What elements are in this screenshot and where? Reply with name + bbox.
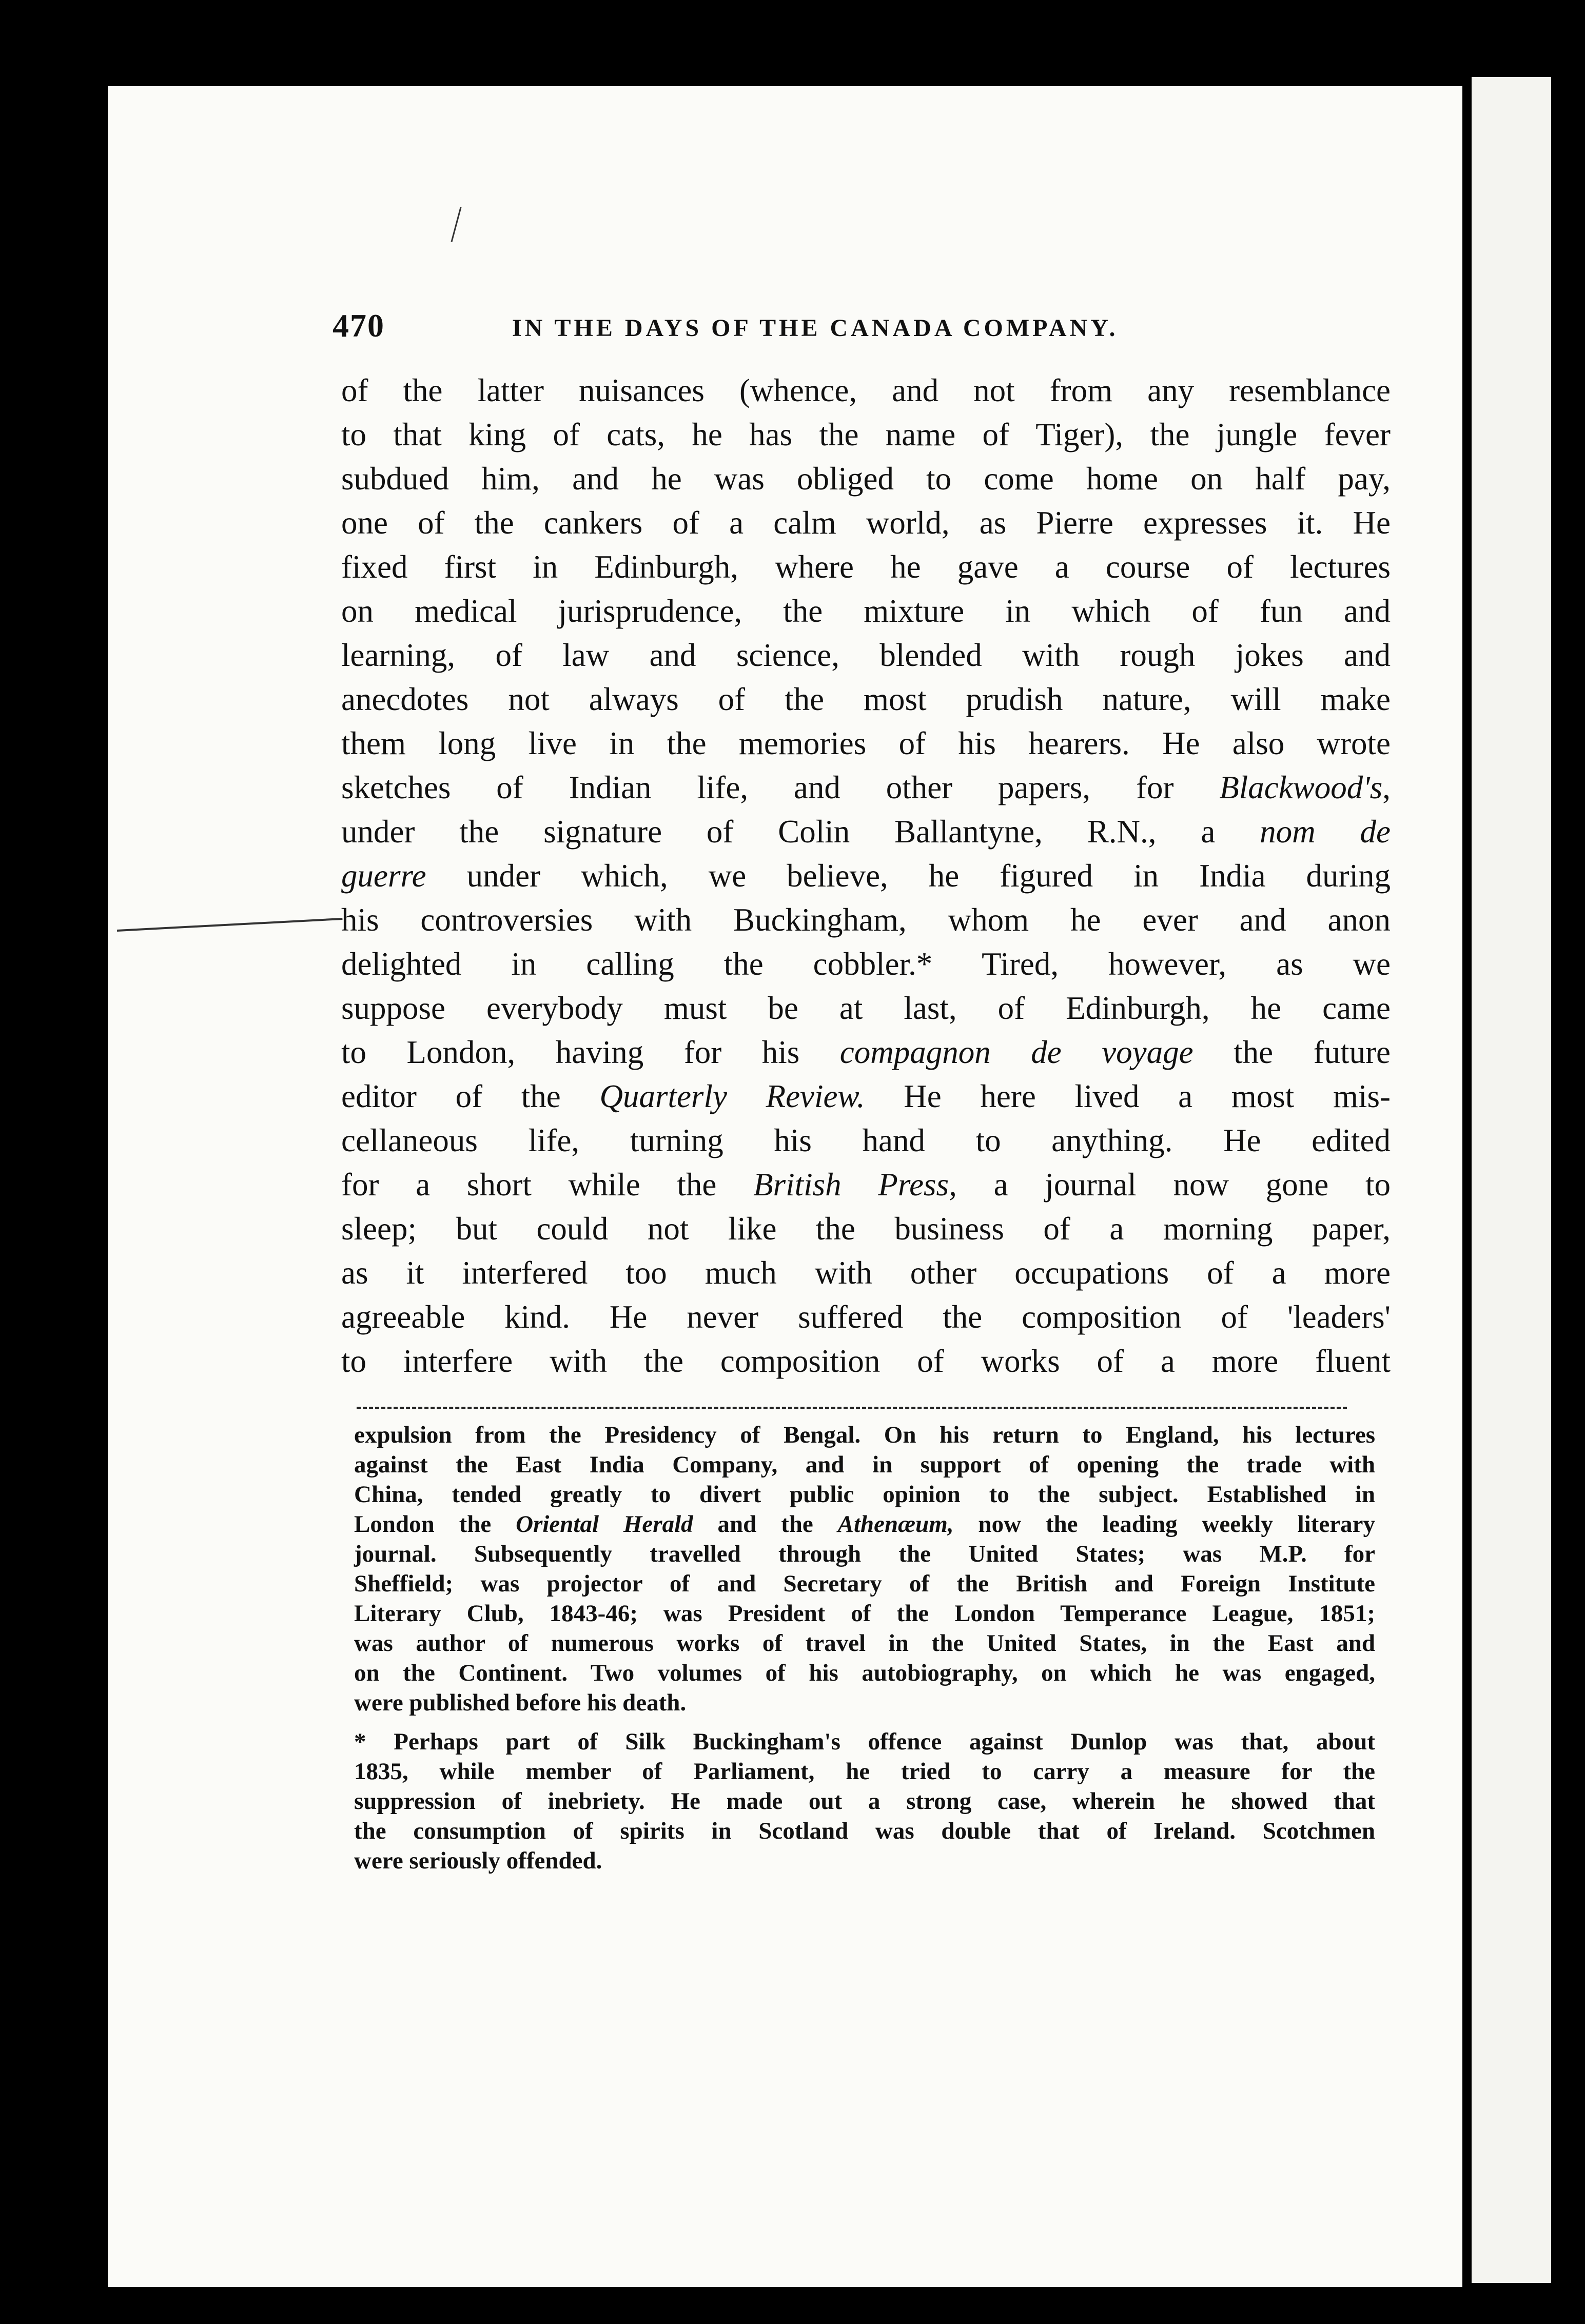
- italic-text: compagnon de voyage: [839, 1034, 1193, 1070]
- italic-text: guerre: [341, 858, 426, 894]
- footnote-line: [354, 1757, 1375, 1786]
- text-run: to London, having for his: [341, 1034, 840, 1070]
- text-line: [341, 457, 1391, 501]
- text-line: [341, 810, 1391, 854]
- text-run: under the signature of Colin Ballantyne, R.N., a: [341, 814, 1260, 850]
- text-run: were seriously offended.: [354, 1847, 602, 1874]
- text-line: [341, 1118, 1391, 1163]
- italic-text: British Press,: [753, 1167, 957, 1203]
- footnote-spacer: [354, 1718, 1375, 1727]
- text-line: [341, 854, 1391, 898]
- text-run: * Perhaps part of Silk Buckingham's offence against Dunlop was that, about: [354, 1728, 1375, 1755]
- italic-text: Blackwood's: [1219, 770, 1383, 805]
- text-run: as it interfered too much with other occupations of a more: [341, 1255, 1391, 1291]
- text-run: of the latter nuisances (whence, and not from any resemblance: [341, 372, 1391, 408]
- running-head: IN THE DAYS OF THE CANADA COMPANY.: [512, 314, 1119, 342]
- text-run: Literary Club, 1843-46; was President of the London Temperance League, 1851;: [354, 1600, 1375, 1627]
- footnote-line: [354, 1450, 1375, 1480]
- footnote-continued: [354, 1420, 1375, 1718]
- footnote-line: [354, 1658, 1375, 1688]
- text-run: suppression of inebriety. He made out a strong case, wherein he showed that: [354, 1788, 1375, 1815]
- text-line: [341, 986, 1391, 1030]
- text-line: [341, 1339, 1391, 1383]
- text-line: [341, 1074, 1391, 1118]
- text-line: [341, 1163, 1391, 1207]
- footnote-line: [354, 1816, 1375, 1846]
- text-line: [341, 1207, 1391, 1251]
- text-run: anecdotes not always of the most prudish nature, will make: [341, 681, 1391, 717]
- text-run: London the: [354, 1511, 516, 1538]
- text-run: sketches of Indian life, and other papers, for: [341, 770, 1220, 805]
- footnote-line: [354, 1628, 1375, 1658]
- text-run: fixed first in Edinburgh, where he gave a course of lectures: [341, 549, 1391, 585]
- text-run: subdued him, and he was obliged to come home on half pay,: [341, 461, 1391, 497]
- text-run: agreeable kind. He never suffered the composition of 'leaders': [341, 1299, 1391, 1335]
- text-run: for a short while the: [341, 1167, 754, 1203]
- text-line: [341, 765, 1391, 810]
- footnote-line: [354, 1727, 1375, 1757]
- footnote-line: [354, 1786, 1375, 1816]
- text-run: one of the cankers of a calm world, as Pierre expresses it. He: [341, 505, 1391, 541]
- footnote-line: [354, 1539, 1375, 1569]
- text-run: delighted in calling the cobbler.* Tired, however, as we: [341, 946, 1391, 982]
- text-line: [341, 545, 1391, 589]
- italic-text: Athenæum,: [837, 1511, 954, 1538]
- text-run: ,: [1382, 770, 1391, 805]
- text-line: [341, 1251, 1391, 1295]
- text-run: journal. Subsequently travelled through the United States; was M.P. for: [354, 1541, 1375, 1567]
- text-run: and the: [693, 1511, 838, 1538]
- text-line: [341, 1295, 1391, 1339]
- text-run: expulsion from the Presidency of Bengal. On his return to England, his lectures: [354, 1422, 1375, 1448]
- text-run: 1835, while member of Parliament, he tried to carry a measure for the: [354, 1758, 1375, 1785]
- text-run: sleep; but could not like the business of a morning paper,: [341, 1211, 1391, 1247]
- text-line: [341, 721, 1391, 765]
- text-run: against the East India Company, and in support of opening the trade with: [354, 1451, 1375, 1478]
- text-line: [341, 633, 1391, 677]
- text-run: China, tended greatly to divert public opinion to the subject. Established in: [354, 1481, 1375, 1508]
- text-run: was author of numerous works of travel in the United States, in the East and: [354, 1630, 1375, 1657]
- italic-text: Quarterly Review.: [599, 1078, 865, 1114]
- text-line: [341, 589, 1391, 633]
- text-line: [341, 368, 1391, 412]
- page-header: [332, 307, 1395, 363]
- footnote-rule: [357, 1407, 1347, 1409]
- footnote-line: [354, 1420, 1375, 1450]
- text-run: were published before his death.: [354, 1689, 687, 1716]
- text-line: [341, 501, 1391, 545]
- text-run: editor of the: [341, 1078, 600, 1114]
- footnote-line: [354, 1846, 1375, 1876]
- text-run: He here lived a most mis-: [865, 1078, 1391, 1114]
- text-line: [341, 677, 1391, 721]
- text-run: now the leading weekly literary: [953, 1511, 1376, 1538]
- footnote-line: [354, 1509, 1375, 1539]
- footnote-line: [354, 1599, 1375, 1628]
- italic-text: nom de: [1260, 814, 1391, 850]
- text-line: [341, 942, 1391, 986]
- text-run: cellaneous life, turning his hand to anything. He edited: [341, 1122, 1391, 1158]
- adjacent-page-edge: [1472, 77, 1551, 2283]
- text-run: under which, we believe, he figured in India during: [426, 858, 1391, 894]
- text-run: on the Continent. Two volumes of his autobiography, on which he was engaged,: [354, 1660, 1375, 1686]
- text-run: suppose everybody must be at last, of Edinburgh, he came: [341, 990, 1391, 1026]
- footnote-dunlop: [354, 1727, 1375, 1876]
- text-run: the future: [1193, 1034, 1391, 1070]
- page-number: 470: [332, 307, 385, 344]
- text-run: on medical jurisprudence, the mixture in which of fun and: [341, 593, 1391, 629]
- text-line: [341, 412, 1391, 457]
- text-run: to interfere with the composition of works of a more fluent: [341, 1343, 1391, 1379]
- footnote-line: [354, 1688, 1375, 1718]
- body-text: [341, 368, 1391, 1383]
- text-run: Sheffield; was projector of and Secretary of the British and Foreign Institute: [354, 1570, 1375, 1597]
- text-run: learning, of law and science, blended with rough jokes and: [341, 637, 1391, 673]
- text-line: [341, 1030, 1391, 1074]
- text-line: [341, 898, 1391, 942]
- footnote-line: [354, 1480, 1375, 1509]
- text-run: them long live in the memories of his hearers. He also wrote: [341, 725, 1391, 761]
- footnotes: [354, 1420, 1375, 1876]
- italic-text: Oriental Herald: [516, 1511, 693, 1538]
- footnote-line: [354, 1569, 1375, 1599]
- text-run: his controversies with Buckingham, whom he ever and anon: [341, 902, 1391, 938]
- text-run: to that king of cats, he has the name of Tiger), the jungle fever: [341, 417, 1391, 452]
- text-run: a journal now gone to: [956, 1167, 1391, 1203]
- text-run: the consumption of spirits in Scotland was double that of Ireland. Scotchmen: [354, 1818, 1375, 1844]
